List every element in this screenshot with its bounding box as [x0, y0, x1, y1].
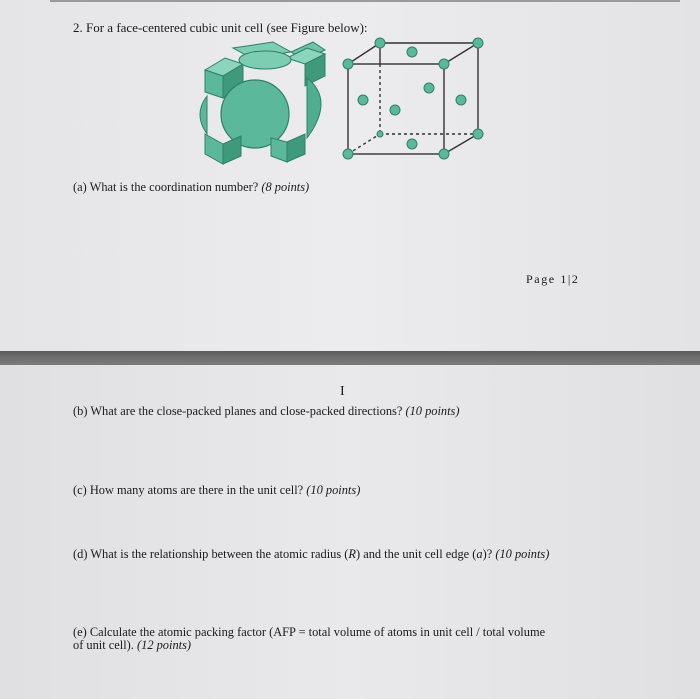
- question-part-b: [73, 404, 460, 419]
- part-d-text-1: (d) What is the relationship between the atomic radius (: [73, 547, 349, 561]
- part-b-points: (10 points): [405, 404, 460, 418]
- part-c-points: (10 points): [306, 483, 361, 497]
- question-part-e-line-2: [73, 638, 191, 653]
- part-e-points: (12 points): [137, 638, 192, 652]
- question-part-a: [73, 180, 309, 195]
- part-d-points: (10 points): [495, 547, 550, 561]
- part-d-text-3: )?: [482, 547, 496, 561]
- part-d-var-r: R: [348, 547, 356, 561]
- lattice-atoms: [343, 38, 483, 159]
- page-number: Page 1|2: [526, 272, 580, 286]
- question-part-c: [73, 483, 360, 498]
- question-part-d: [73, 547, 549, 562]
- part-e-text-2: of unit cell).: [73, 638, 137, 652]
- part-d-var-a: a: [476, 547, 483, 561]
- part-b-text: (b) What are the close-packed planes and close-packed directions?: [73, 404, 406, 418]
- top-rule: [50, 0, 680, 2]
- hard-sphere-model: [200, 42, 325, 164]
- fcc-unit-cell-figure: [195, 30, 495, 170]
- part-a-points: (8 points): [261, 180, 310, 194]
- question-intro: 2. For a face-centered cubic unit cell (see Figure below):: [73, 20, 368, 35]
- part-d-text-2: ) and the unit cell edge (: [355, 547, 477, 561]
- page-divider: [0, 351, 700, 365]
- question-part-e-line-1: (e) Calculate the atomic packing factor (AFP = total volume of atoms in unit cell / total volume: [73, 625, 546, 639]
- part-a-text: (a) What is the coordination number?: [73, 180, 262, 194]
- text-cursor-icon: I: [340, 384, 345, 399]
- part-c-text: (c) How many atoms are there in the unit cell?: [73, 483, 307, 497]
